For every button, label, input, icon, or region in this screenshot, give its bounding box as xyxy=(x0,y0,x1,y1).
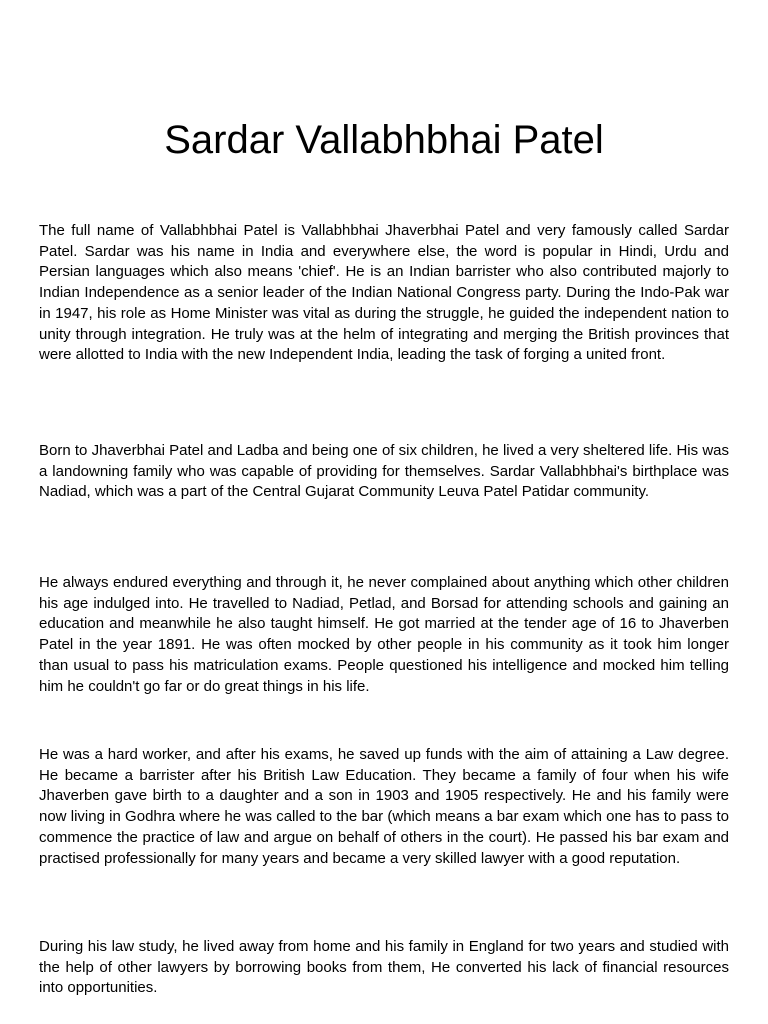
paragraph-full-name: The full name of Vallabhbhai Patel is Vallabhbhai Jhaverbhai Patel and very famously called Sardar Patel. Sardar was his name in India and everywhere else, the word is popular in Hindi, Urdu and Persian languages which also means 'chief'. He is an Indian barrister who also contributed majorly to Indian Independence as a senior leader of the Indian National Congress party. During the Indo-Pak war in 1947, his role as Home Minister was vital as during the struggle, he guided the independent nation to unity through integration. He truly was at the helm of integrating and merging the British provinces that were allotted to India with the new Independent India, leading the task of forging a united front. xyxy=(39,222,729,364)
page-title: Sardar Vallabhbhai Patel xyxy=(164,118,604,162)
paragraph-law-study: During his law study, he lived away from home and his family in England for two years and studied with the help of other lawyers by borrowing books from them, He converted his lack of financial resources into opportunities. xyxy=(39,938,729,997)
paragraph-childhood: He always endured everything and through it, he never complained about anything which other children his age indulged into. He travelled to Nadiad, Petlad, and Borsad for attending schools and gaining an education and meanwhile he also taught himself. He got married at the tender age of 16 to Jhaverben Patel in the year 1891. He was often mocked by other people in his community as it took him longer than usual to pass his matriculation exams. People questioned his intelligence and mocked him telling him he couldn't go far or do great things in his life. xyxy=(39,574,729,695)
paragraph-birth: Born to Jhaverbhai Patel and Ladba and being one of six children, he lived a very sheltered life. His was a landowning family who was capable of providing for themselves. Sardar Vallabhbhai's birthplace was Nadiad, which was a part of the Central Gujarat Community Leuva Patel Patidar community. xyxy=(39,442,729,501)
paragraph-career: He was a hard worker, and after his exams, he saved up funds with the aim of attaining a Law degree. He became a barrister after his British Law Education. They became a family of four when his wife Jhaverben gave birth to a daughter and a son in 1903 and 1905 respectively. He and his family were now living in Godhra where he was called to the bar (which means a bar exam which one has to pass to commence the practice of law and argue on behalf of others in the court). He passed his bar exam and practised professionally for many years and became a very skilled lawyer with a good reputation. xyxy=(39,746,729,867)
